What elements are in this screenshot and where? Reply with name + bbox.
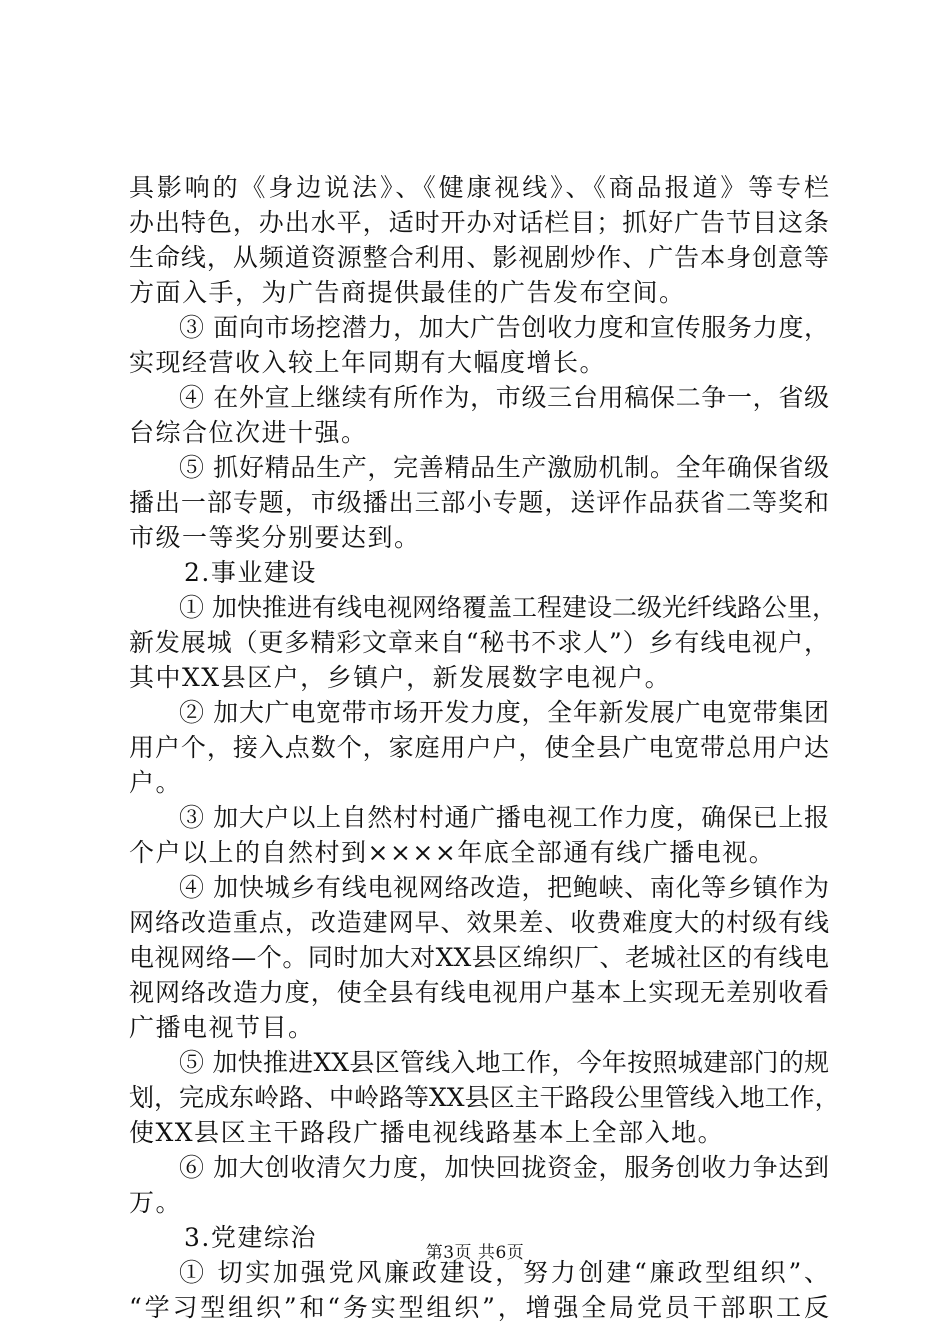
text-line: ③ 面向市场挖潜力，加大广告创收力度和宣传服务力度， (179, 313, 829, 342)
text-line: “学习型组织”和“务实型组织”，增强全局党员干部职工反 (129, 1293, 829, 1322)
text-line: ① 加快推进有线电视网络覆盖工程建设二级光纤线路公里， (179, 593, 837, 622)
text-line: ⑥ 加大创收清欠力度，加快回拢资金，服务创收力争达到 (179, 1153, 829, 1182)
text-line: ⑤ 抓好精品生产，完善精品生产激励机制。全年确保省级 (179, 453, 829, 482)
text-line: 播出一部专题，市级播出三部小专题，送评作品获省二等奖和 (129, 488, 829, 517)
text-line: 用户个，接入点数个，家庭用户户，使全县广电宽带总用户达 (129, 733, 829, 762)
text-line: 户。 (129, 768, 183, 797)
text-line: 具影响的《身边说法》、《健康视线》、《商品报道》等专栏 (129, 173, 829, 202)
text-line: 广播电视节目。 (129, 1013, 315, 1042)
text-line: ③ 加大户以上自然村村通广播电视工作力度，确保已上报 (179, 803, 829, 832)
text-line: 台综合位次进十强。 (129, 418, 368, 447)
text-line: 使XX县区主干路段广播电视线路基本上全部入地。 (129, 1118, 725, 1147)
text-line: 办出特色，办出水平，适时开办对话栏目；抓好广告节目这条 (129, 208, 829, 237)
text-line: 万。 (129, 1188, 183, 1217)
text-line: 个户以上的自然村到××××年底全部通有线广播电视。 (129, 838, 776, 867)
text-line: 电视网络—个。同时加大对XX县区绵织厂、老城社区的有线电 (129, 943, 829, 972)
text-line: ② 加大广电宽带市场开发力度，全年新发展广电宽带集团 (179, 698, 829, 727)
section-heading: 3.党建综治 (184, 1223, 317, 1252)
text-line: 网络改造重点，改造建网早、效果差、收费难度大的村级有线 (129, 908, 829, 937)
text-line: 划，完成东岭路、中岭路等XX县区主干路段公里管线入地工作， (129, 1083, 840, 1112)
text-line: ④ 在外宣上继续有所作为，市级三台用稿保二争一，省级 (179, 383, 829, 412)
section-heading: 2.事业建设 (184, 558, 317, 587)
text-line: 新发展城（更多精彩文章来自“秘书不求人”）乡有线电视户， (129, 628, 829, 657)
text-line: 其中XX县区户，乡镇户，新发展数字电视户。 (129, 663, 672, 692)
text-line: 视网络改造力度，使全县有线电视用户基本上实现无差别收看 (129, 978, 829, 1007)
text-line: 实现经营收入较上年同期有大幅度增长。 (129, 348, 607, 377)
text-line: ① 切实加强党风廉政建设，努力创建“廉政型组织”、 (179, 1258, 829, 1287)
text-line: ⑤ 加快推进XX县区管线入地工作，今年按照城建部门的规 (179, 1048, 829, 1077)
page-footer: 第3页 共6页 (425, 1243, 525, 1263)
text-line: 市级一等奖分别要达到。 (129, 523, 421, 552)
text-line: ④ 加快城乡有线电视网络改造，把鲍峡、南化等乡镇作为 (179, 873, 829, 902)
document-body (129, 170, 840, 1325)
text-line: 方面入手，为广告商提供最佳的广告发布空间。 (129, 278, 686, 307)
text-line: 生命线，从频道资源整合利用、影视剧炒作、广告本身创意等 (129, 243, 829, 272)
